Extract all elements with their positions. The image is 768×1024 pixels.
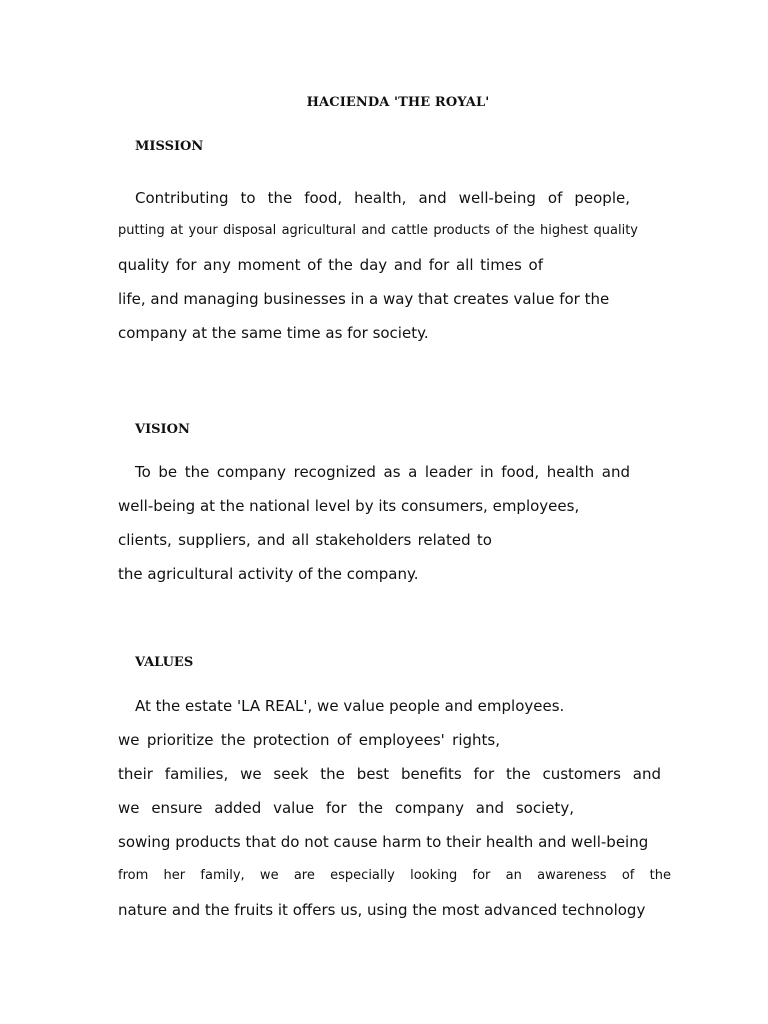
vision-heading: VISION: [135, 422, 190, 437]
mission-line-5: company at the same time as for society.: [118, 324, 429, 342]
mission-line-1: Contributing to the food, health, and well-being of people,: [135, 189, 630, 207]
mission-line-3: quality for any moment of the day and for all times of: [118, 256, 543, 274]
vision-line-3: clients, suppliers, and all stakeholders related to: [118, 531, 492, 549]
values-line-1: At the estate 'LA REAL', we value people and employees.: [135, 697, 565, 715]
vision-line-2: well-being at the national level by its consumers, employees,: [118, 497, 580, 515]
vision-line-1: To be the company recognized as a leader in food, health and: [135, 463, 630, 481]
values-line-5: sowing products that do not cause harm to their health and well-being: [118, 833, 649, 851]
vision-line-4: the agricultural activity of the company.: [118, 565, 419, 583]
values-line-7: nature and the fruits it offers us, using the most advanced technology: [118, 901, 646, 919]
values-line-3: their families, we seek the best benefits for the customers and: [118, 765, 661, 783]
mission-line-2: putting at your disposal agricultural and cattle products of the highest quality: [118, 223, 638, 238]
values-heading: VALUES: [135, 655, 194, 670]
document-title: HACIENDA 'THE ROYAL': [306, 95, 490, 110]
mission-heading: MISSION: [135, 139, 204, 154]
values-line-4: we ensure added value for the company and society,: [118, 799, 574, 817]
values-line-6: from her family, we are especially looking for an awareness of the: [118, 868, 671, 883]
mission-line-4: life, and managing businesses in a way that creates value for the: [118, 290, 610, 308]
values-line-2: we prioritize the protection of employees' rights,: [118, 731, 500, 749]
